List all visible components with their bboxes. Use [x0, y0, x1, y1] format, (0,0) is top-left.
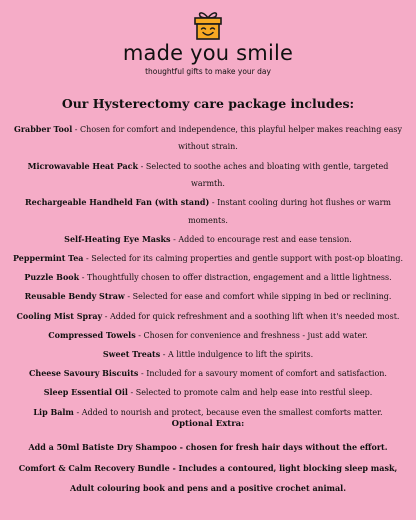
list-item	[10, 384, 406, 401]
item-description: - Added to nourish and protect, because even the smallest comforts matter.	[73, 407, 383, 417]
item-name: Grabber Tool	[13, 124, 73, 134]
list-item	[10, 365, 406, 382]
item-description: - Added for quick refreshment and a soothing lift when it's needed most.	[102, 311, 400, 321]
item-description: - Thoughtfully chosen to offer distraction, engagement and a little lightness.	[79, 273, 392, 283]
list-item	[10, 250, 406, 267]
item-name: Microwavable Heat Pack	[27, 160, 139, 171]
item-description: - Chosen for comfort and independence, this playful helper makes reaching easy without strain.	[72, 125, 402, 152]
item-name: Cooling Mist Spray	[16, 310, 103, 321]
package-items-list	[10, 121, 406, 423]
optional-extra-title: Optional Extra:	[171, 419, 245, 429]
optional-extra-line: Comfort & Calm Recovery Bundle - Includes a contoured, light blocking sleep mask,	[18, 462, 398, 473]
item-description: - Selected for ease and comfort while sipping in bed or reclining.	[124, 292, 392, 302]
item-name: Compressed Towels	[48, 329, 136, 340]
list-item	[10, 308, 406, 325]
list-item	[10, 121, 406, 156]
brand-name: made you smile	[122, 41, 294, 65]
item-name: Self-Heating Eye Masks	[64, 233, 171, 244]
item-description: - Chosen for convenience and freshness - just add water.	[135, 330, 368, 340]
brand-tagline: thoughtful gifts to make your day	[145, 67, 271, 76]
list-item	[10, 269, 406, 286]
item-name: Cheese Savoury Biscuits	[29, 368, 139, 379]
page-heading: Our Hysterectomy care package includes:	[61, 96, 355, 111]
item-description: - Selected for its calming properties and gentle support with post-op bloating.	[83, 254, 403, 264]
item-description: - Instant cooling during hot flushes or warm moments.	[188, 198, 391, 225]
item-description: - Selected to soothe aches and bloating with gentle, targeted warmth.	[138, 161, 389, 189]
item-description: - Included for a savoury moment of comfort and satisfaction.	[138, 369, 387, 379]
item-description: - Added to encourage rest and ease tension.	[170, 234, 352, 244]
item-description: - A little indulgence to lift the spirits.	[160, 350, 314, 360]
list-item	[10, 194, 406, 229]
item-name: Rechargeable Handheld Fan (with stand)	[25, 197, 210, 208]
brand-logo	[0, 9, 416, 76]
list-item	[10, 327, 406, 344]
optional-extra-section	[10, 418, 406, 499]
gift-box-smile-icon	[191, 9, 225, 41]
item-description: - Selected to promote calm and help ease into restful sleep.	[127, 388, 373, 398]
item-name: Puzzle Book	[24, 272, 80, 283]
item-name: Lip Balm	[33, 406, 74, 417]
list-item	[10, 231, 406, 248]
item-name: Sweet Treats	[102, 349, 161, 360]
item-name: Sleep Essential Oil	[43, 387, 128, 398]
list-item	[10, 288, 406, 305]
item-name: Peppermint Tea	[13, 253, 84, 264]
item-name: Reusable Bendy Straw	[24, 291, 125, 302]
list-item	[10, 346, 406, 363]
list-item	[10, 158, 406, 193]
optional-extra-line: Adult colouring book and pens and a positive crochet animal.	[69, 483, 346, 493]
optional-extra-line: Add a 50ml Batiste Dry Shampoo - chosen for fresh hair days without the effort.	[28, 442, 388, 452]
